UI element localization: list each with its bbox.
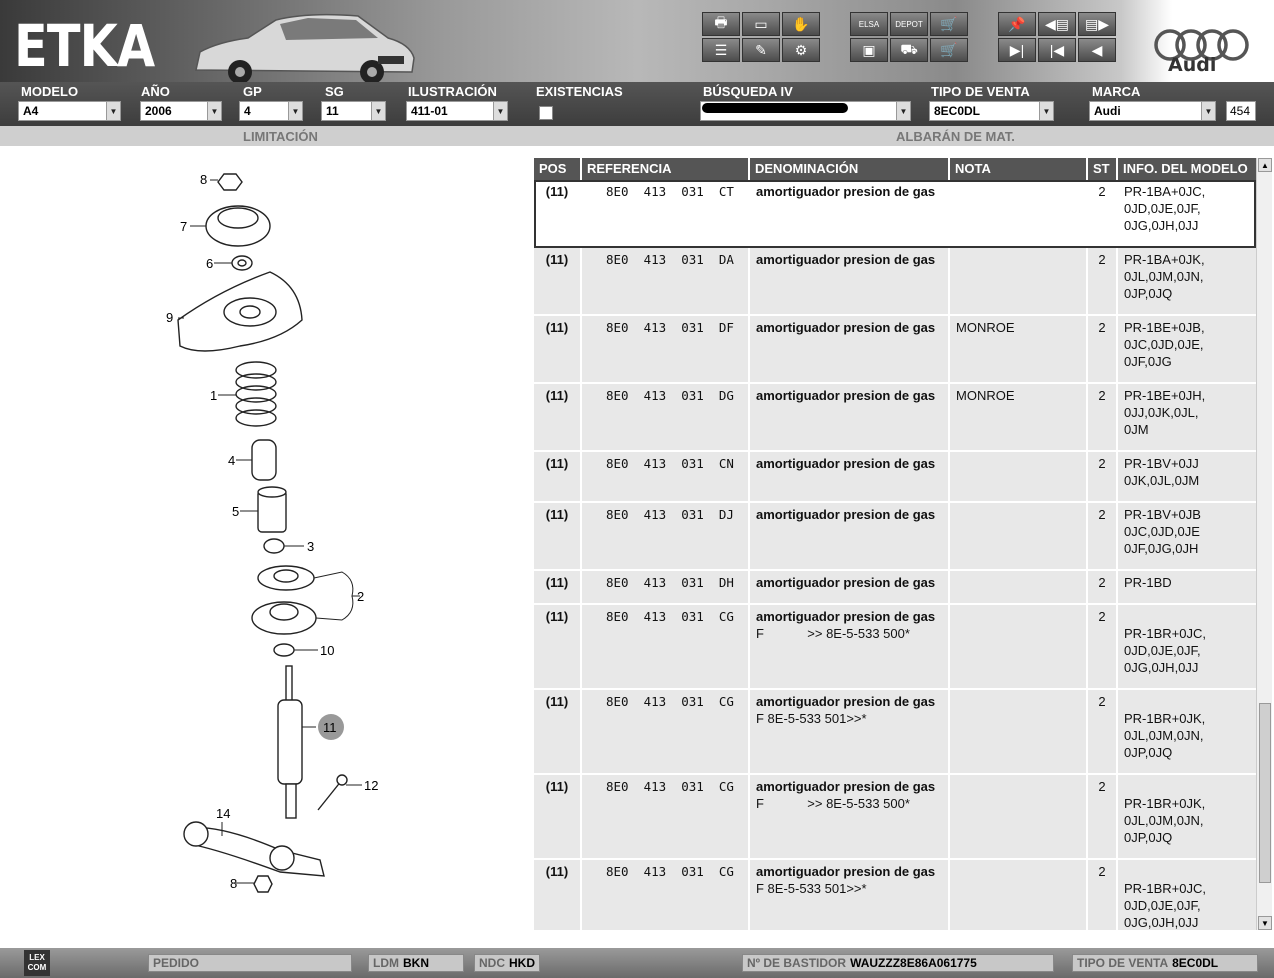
cell-nota — [950, 860, 1088, 930]
cell-st: 2 — [1088, 248, 1118, 314]
anio-label: AÑO — [141, 84, 170, 99]
cell-referencia: 8E0 413 031 DJ — [582, 503, 750, 569]
modelo-label: MODELO — [21, 84, 79, 99]
sg-value: 11 — [326, 104, 339, 118]
diagram-label: 5 — [232, 504, 240, 519]
bastidor-value: WAUZZZ8E86A061775 — [850, 956, 977, 970]
cell-st: 2 — [1088, 571, 1118, 603]
cell-referencia: 8E0 413 031 CT — [582, 180, 750, 246]
diagram-label: 4 — [228, 453, 236, 468]
cell-info-modelo: PR-1BA+0JK, 0JL,0JM,0JN, 0JP,0JQ — [1124, 252, 1205, 301]
cell-referencia: 8E0 413 031 DG — [582, 384, 750, 450]
denominacion-text: amortiguador presion de gas — [756, 184, 936, 199]
chevron-down-icon[interactable]: ▼ — [371, 102, 385, 120]
sg-select[interactable] — [321, 101, 386, 121]
prev-page-icon[interactable]: ◀▤ — [1038, 12, 1076, 36]
cell-st: 2 — [1088, 503, 1118, 569]
toolbar-group-elsa — [850, 12, 968, 62]
table-row[interactable] — [534, 452, 1256, 503]
pedido-field[interactable] — [148, 954, 352, 972]
denominacion-sub: F >> 8E-5-533 500* — [756, 626, 910, 641]
tree-icon[interactable]: ⚙ — [782, 38, 820, 62]
cell-pos: (11) — [534, 860, 582, 930]
header-nota[interactable]: NOTA — [950, 158, 1088, 180]
tipo-venta-select[interactable] — [929, 101, 1054, 121]
denominacion-sub: F 8E-5-533 501>>* — [756, 881, 867, 896]
diagram-label: 14 — [216, 806, 231, 821]
back-icon[interactable]: ◀ — [1078, 38, 1116, 62]
exploded-parts-diagram — [160, 160, 400, 900]
modelo-value: A4 — [23, 104, 39, 118]
table-row[interactable] — [534, 571, 1256, 605]
cell-pos: (11) — [534, 503, 582, 569]
diagram-label: 11 — [323, 720, 337, 735]
modelo-select[interactable] — [18, 101, 121, 121]
tipo-venta-status-label: TIPO DE VENTA — [1077, 956, 1169, 970]
denominacion-text: amortiguador presion de gas — [756, 864, 936, 879]
table-body — [534, 180, 1256, 930]
cell-pos: (11) — [534, 180, 582, 246]
cell-referencia: 8E0 413 031 CG — [582, 605, 750, 688]
denominacion-text: amortiguador presion de gas — [756, 575, 936, 590]
next-page-icon[interactable]: ▤▶ — [1078, 12, 1116, 36]
ldm-value: BKN — [403, 956, 429, 970]
diagram-label: 8 — [230, 876, 238, 891]
marca-label: MARCA — [1092, 84, 1141, 99]
denominacion-text: amortiguador presion de gas — [756, 609, 936, 624]
cell-st: 2 — [1088, 605, 1118, 688]
denominacion-sub: F >> 8E-5-533 500* — [756, 796, 910, 811]
depot-icon[interactable]: DEPOT — [890, 12, 928, 36]
cell-nota — [950, 248, 1088, 314]
cell-nota — [950, 503, 1088, 569]
cell-pos: (11) — [534, 384, 582, 450]
cell-st: 2 — [1088, 860, 1118, 930]
car-service-icon[interactable]: ⛟ — [890, 38, 928, 62]
parts-table — [534, 158, 1256, 930]
diagram-label: 3 — [307, 539, 315, 554]
chevron-down-icon[interactable]: ▼ — [288, 102, 302, 120]
lexcom-logo: LEX COM — [24, 950, 50, 976]
chevron-down-icon[interactable]: ▼ — [106, 102, 120, 120]
pedido-label: PEDIDO — [153, 956, 200, 970]
handshake-icon[interactable]: ✋ — [782, 12, 820, 36]
cell-nota — [950, 571, 1088, 603]
table-row[interactable] — [534, 316, 1256, 384]
cell-st: 2 — [1088, 316, 1118, 382]
chevron-down-icon[interactable]: ▼ — [896, 102, 910, 120]
gp-label: GP — [243, 84, 262, 99]
tipo-venta-status-field — [1072, 954, 1258, 972]
ndc-value: HKD — [509, 956, 535, 970]
sub-bar — [0, 126, 1274, 146]
cell-info-modelo: PR-1BR+0JC, 0JD,0JE,0JF, 0JG,0JH,0JJ — [1124, 626, 1206, 675]
table-row[interactable] — [534, 605, 1256, 690]
cell-nota: MONROE — [950, 316, 1088, 382]
table-row[interactable] — [534, 180, 1256, 248]
cell-pos: (11) — [534, 248, 582, 314]
header-pos[interactable]: POS — [534, 158, 582, 180]
cell-info-modelo: PR-1BR+0JK, 0JL,0JM,0JN, 0JP,0JQ — [1124, 711, 1206, 760]
bastidor-label: Nº DE BASTIDOR — [747, 956, 847, 970]
toolbar-group-print — [702, 12, 820, 62]
ilustracion-label: ILUSTRACIÓN — [408, 84, 497, 99]
scroll-thumb[interactable] — [1259, 703, 1271, 883]
ilustracion-value: 411-01 — [411, 104, 448, 118]
redacted-mark — [702, 103, 848, 113]
cell-referencia: 8E0 413 031 CG — [582, 860, 750, 930]
cell-st: 2 — [1088, 690, 1118, 773]
cell-info-modelo: PR-1BR+0JK, 0JL,0JM,0JN, 0JP,0JQ — [1124, 796, 1206, 845]
monitor-icon[interactable]: ▣ — [850, 38, 888, 62]
cell-info-modelo: PR-1BD — [1124, 575, 1172, 590]
limitacion-label: LIMITACIÓN — [243, 129, 318, 144]
cell-nota — [950, 775, 1088, 858]
cell-pos: (11) — [534, 316, 582, 382]
cell-denominacion — [750, 503, 950, 569]
cell-info-modelo: PR-1BA+0JC, 0JD,0JE,0JF, 0JG,0JH,0JJ — [1124, 184, 1206, 233]
marca-value: Audi — [1094, 104, 1121, 118]
pin-icon[interactable]: 📌 — [998, 12, 1036, 36]
table-row[interactable] — [534, 248, 1256, 316]
cell-info-modelo: PR-1BV+0JB 0JC,0JD,0JE 0JF,0JG,0JH — [1124, 507, 1201, 556]
gp-select[interactable] — [239, 101, 303, 121]
screen-icon[interactable]: ▭ — [742, 12, 780, 36]
denominacion-text: amortiguador presion de gas — [756, 694, 936, 709]
existencias-checkbox[interactable] — [539, 106, 553, 120]
cell-referencia: 8E0 413 031 DA — [582, 248, 750, 314]
cell-nota: MONROE — [950, 384, 1088, 450]
car-image-icon — [188, 8, 418, 82]
cell-nota — [950, 690, 1088, 773]
diagram-label: 7 — [180, 219, 188, 234]
cell-denominacion — [750, 180, 950, 246]
cell-nota — [950, 452, 1088, 501]
table-header — [534, 158, 1256, 180]
table-row[interactable] — [534, 775, 1256, 860]
diagram-label: 1 — [210, 388, 218, 403]
cell-denominacion — [750, 571, 950, 603]
cell-denominacion — [750, 248, 950, 314]
denominacion-sub: F 8E-5-533 501>>* — [756, 711, 867, 726]
cell-denominacion — [750, 860, 950, 930]
ndc-field — [474, 954, 540, 972]
cell-pos: (11) — [534, 775, 582, 858]
cell-st: 2 — [1088, 384, 1118, 450]
etka-logo: ETKA — [14, 12, 155, 80]
chevron-down-icon[interactable]: ▼ — [1201, 102, 1215, 120]
busqueda-label: BÚSQUEDA IV — [703, 84, 793, 99]
diagram-label: 8 — [200, 172, 208, 187]
existencias-label: EXISTENCIAS — [536, 84, 623, 99]
diagram-label: 10 — [320, 643, 335, 658]
cell-pos: (11) — [534, 605, 582, 688]
cell-info-modelo: PR-1BV+0JJ 0JK,0JL,0JM — [1124, 456, 1200, 488]
toolbar-group-nav — [998, 12, 1116, 62]
tipo-venta-status-value: 8EC0DL — [1172, 956, 1219, 970]
table-row[interactable] — [534, 503, 1256, 571]
sg-label: SG — [325, 84, 344, 99]
marca-select[interactable] — [1089, 101, 1216, 121]
cart-icon[interactable]: 🛒 — [930, 38, 968, 62]
ilustracion-select[interactable] — [406, 101, 508, 121]
header-info-modelo[interactable]: INFO. DEL MODELO — [1123, 161, 1248, 176]
cell-st: 2 — [1088, 775, 1118, 858]
cell-denominacion — [750, 605, 950, 688]
cell-referencia: 8E0 413 031 CG — [582, 775, 750, 858]
ldm-field — [368, 954, 464, 972]
denominacion-text: amortiguador presion de gas — [756, 388, 936, 403]
denominacion-text: amortiguador presion de gas — [756, 507, 936, 522]
cell-pos: (11) — [534, 571, 582, 603]
tipo-venta-value: 8EC0DL — [934, 104, 981, 118]
gp-value: 4 — [244, 104, 251, 118]
cell-info-modelo: PR-1BE+0JH, 0JJ,0JK,0JL, 0JM — [1124, 388, 1206, 437]
table-row[interactable] — [534, 690, 1256, 775]
print-icon[interactable]: 🖶 — [702, 12, 740, 36]
cell-referencia: 8E0 413 031 CN — [582, 452, 750, 501]
elsa-icon[interactable]: ELSA — [850, 12, 888, 36]
chevron-down-icon[interactable]: ▼ — [207, 102, 221, 120]
cell-denominacion — [750, 690, 950, 773]
cell-referencia: 8E0 413 031 CG — [582, 690, 750, 773]
cell-referencia: 8E0 413 031 DH — [582, 571, 750, 603]
diagram-label: 2 — [357, 589, 365, 604]
vertical-scrollbar[interactable] — [1256, 158, 1272, 930]
header-st[interactable]: ST — [1088, 158, 1118, 180]
scroll-up-icon[interactable]: ▲ — [1258, 158, 1272, 172]
anio-select[interactable] — [140, 101, 222, 121]
anio-value: 2006 — [145, 104, 172, 118]
header-referencia[interactable]: REFERENCIA — [582, 158, 750, 180]
cell-referencia: 8E0 413 031 DF — [582, 316, 750, 382]
table-row[interactable] — [534, 860, 1256, 930]
header-denominacion[interactable]: DENOMINACIÓN — [750, 158, 950, 180]
cell-pos: (11) — [534, 452, 582, 501]
cell-pos: (11) — [534, 690, 582, 773]
last-icon[interactable]: ▶| — [998, 38, 1036, 62]
scroll-down-icon[interactable]: ▼ — [1258, 916, 1272, 930]
cell-st: 2 — [1088, 452, 1118, 501]
table-row[interactable] — [534, 384, 1256, 452]
marca-count: 454 — [1226, 101, 1256, 121]
cell-info-modelo: PR-1BR+0JC, 0JD,0JE,0JF, 0JG,0JH,0JJ — [1124, 881, 1206, 930]
ndc-label: NDC — [479, 956, 505, 970]
audi-wordmark: Audi — [1168, 54, 1217, 76]
header-banner — [0, 0, 1274, 82]
denominacion-text: amortiguador presion de gas — [756, 252, 936, 267]
cell-denominacion — [750, 384, 950, 450]
chevron-down-icon[interactable]: ▼ — [493, 102, 507, 120]
status-bar — [0, 948, 1274, 978]
selector-bar — [0, 82, 1274, 126]
diagram-label: 6 — [206, 256, 214, 271]
tipo-venta-label: TIPO DE VENTA — [931, 84, 1030, 99]
denominacion-text: amortiguador presion de gas — [756, 779, 936, 794]
cart-add-icon[interactable]: 🛒 — [930, 12, 968, 36]
diagram-label: 9 — [166, 310, 174, 325]
cell-denominacion — [750, 316, 950, 382]
cell-denominacion — [750, 452, 950, 501]
pencil-icon[interactable]: ✎ — [742, 38, 780, 62]
cell-nota — [950, 180, 1088, 246]
cell-st: 2 — [1088, 180, 1118, 246]
bastidor-field — [742, 954, 1054, 972]
list-icon[interactable]: ☰ — [702, 38, 740, 62]
ldm-label: LDM — [373, 956, 399, 970]
cell-info-modelo: PR-1BE+0JB, 0JC,0JD,0JE, 0JF,0JG — [1124, 320, 1205, 369]
cell-denominacion — [750, 775, 950, 858]
denominacion-text: amortiguador presion de gas — [756, 456, 936, 471]
denominacion-text: amortiguador presion de gas — [756, 320, 936, 335]
diagram-label: 12 — [364, 778, 379, 793]
first-icon[interactable]: |◀ — [1038, 38, 1076, 62]
albaran-label: ALBARÁN DE MAT. — [896, 129, 1015, 144]
chevron-down-icon[interactable]: ▼ — [1039, 102, 1053, 120]
cell-nota — [950, 605, 1088, 688]
